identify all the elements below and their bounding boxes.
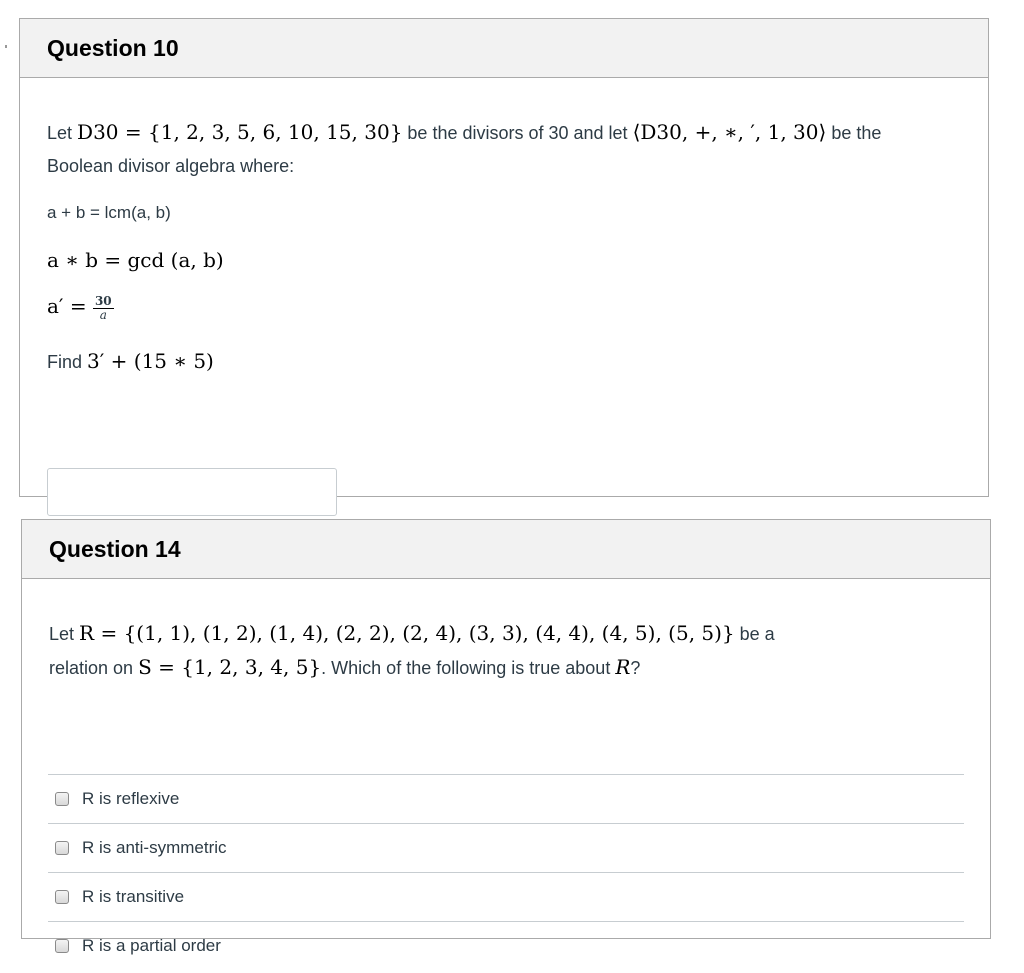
rule-complement bbox=[47, 294, 114, 322]
checkbox[interactable] bbox=[55, 939, 69, 953]
question-14-stem-line-1 bbox=[49, 621, 775, 646]
set-s: S = {1, 2, 3, 4, 5} bbox=[138, 655, 322, 679]
stem-suffix: be a bbox=[734, 624, 775, 644]
option-transitive[interactable] bbox=[48, 872, 964, 921]
checkbox[interactable] bbox=[55, 890, 69, 904]
stem-line2-end: ? bbox=[630, 658, 641, 678]
find-line bbox=[47, 349, 214, 374]
intro-mid: be the divisors of 30 and let bbox=[402, 123, 633, 143]
option-label: R is a partial order bbox=[82, 936, 221, 955]
stem-line2-mid: . Which of the following is true about bbox=[321, 658, 616, 678]
checkbox[interactable] bbox=[55, 792, 69, 806]
relation-r: R = {(1, 1), (1, 2), (1, 4), (2, 2), (2, 4), (3, 3), (4, 4), (4, 5), (5, 5)} bbox=[79, 621, 735, 645]
question-14-header bbox=[22, 520, 990, 579]
fraction-denominator: a bbox=[99, 307, 107, 322]
question-10-card bbox=[19, 18, 989, 497]
question-10-title: Question 10 bbox=[47, 34, 179, 61]
option-label: R is reflexive bbox=[82, 789, 180, 808]
find-prefix: Find bbox=[47, 352, 88, 372]
find-expression: 3′ + (15 ∗ 5) bbox=[87, 349, 214, 373]
question-10-header bbox=[20, 19, 988, 78]
question-10-intro-line-2: Boolean divisor algebra where: bbox=[47, 156, 295, 176]
option-label: R is anti-symmetric bbox=[82, 838, 227, 857]
question-10-intro-line-1 bbox=[47, 120, 881, 145]
stem-prefix: Let bbox=[49, 624, 80, 644]
option-label: R is transitive bbox=[82, 887, 185, 906]
complement-lhs: a′ = bbox=[47, 294, 93, 318]
intro-prefix: Let bbox=[47, 123, 78, 143]
stray-mark bbox=[5, 45, 7, 48]
complement-fraction bbox=[93, 295, 114, 322]
rule-product: a ∗ b = gcd (a, b) bbox=[47, 248, 224, 272]
question-14-title: Question 14 bbox=[49, 535, 181, 562]
option-anti-symmetric[interactable] bbox=[48, 823, 964, 872]
rule-sum: a + b = lcm(a, b) bbox=[47, 203, 171, 222]
d30-set: D30 = {1, 2, 3, 5, 6, 10, 15, 30} bbox=[77, 120, 403, 144]
r-symbol: R bbox=[615, 655, 631, 679]
intro-suffix: be the bbox=[826, 123, 882, 143]
question-14-card bbox=[21, 519, 991, 955]
answer-input[interactable] bbox=[47, 468, 337, 516]
checkbox[interactable] bbox=[55, 841, 69, 855]
option-reflexive[interactable] bbox=[48, 774, 964, 823]
question-14-stem-line-2 bbox=[49, 655, 640, 680]
stem-line2-prefix: relation on bbox=[49, 658, 139, 678]
answer-options bbox=[48, 774, 964, 970]
fraction-numerator: 30 bbox=[94, 293, 112, 308]
option-partial-order[interactable] bbox=[48, 921, 964, 970]
algebra-tuple: ⟨D30, +, ∗, ′, 1, 30⟩ bbox=[632, 120, 827, 144]
